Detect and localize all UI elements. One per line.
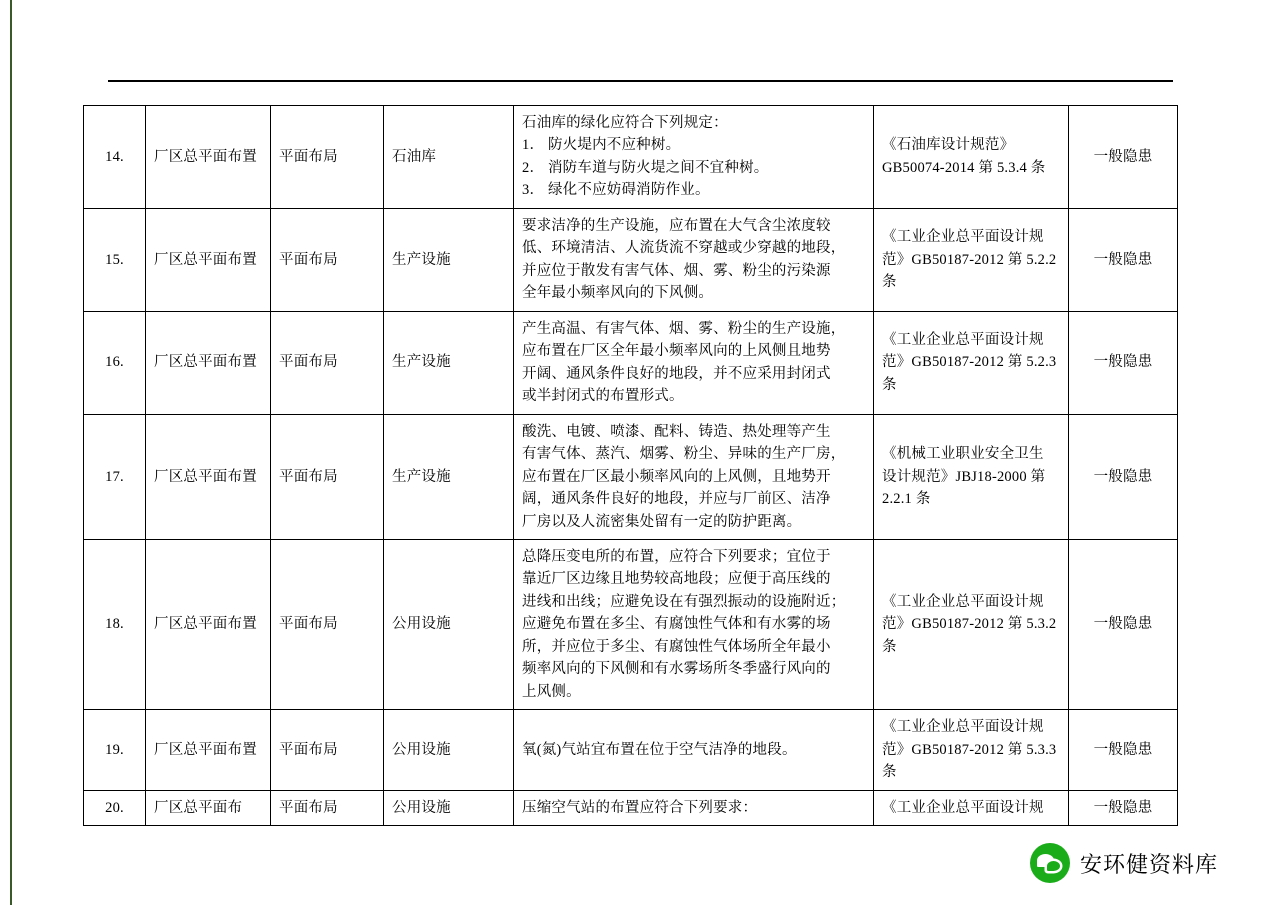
row-category: 厂区总平面布 [146,790,271,825]
reference-line: 2.2.1 条 [882,491,931,508]
row-item: 公用设施 [384,790,514,825]
row-item: 生产设施 [384,414,514,539]
row-category: 厂区总平面布置 [146,414,271,539]
reference-line: 《机械工业职业安全卫生 [882,446,1044,463]
reference-line: 《工业企业总平面设计规 [882,331,1044,348]
row-description [514,539,874,709]
inspection-checklist-table [83,105,1178,826]
row-subcategory: 平面布局 [271,208,384,311]
description-line: 3． 绿化不应妨碍消防作业。 [522,182,710,199]
row-number: 14. [84,106,146,209]
row-number: 17. [84,414,146,539]
row-item: 石油库 [384,106,514,209]
row-item: 公用设施 [384,539,514,709]
description-line: 1． 防火堤内不应种树。 [522,137,681,154]
reference-line: 范》GB50187-2012 第 5.3.3 [882,741,1057,758]
description-line: 阔，通风条件良好的地段，并应与厂前区、洁净 [522,491,831,508]
watermark [1030,843,1218,883]
reference-line: 《工业企业总平面设计规 [882,719,1044,736]
row-description [514,790,874,825]
row-reference [874,311,1069,414]
row-hazard-level: 一般隐患 [1069,539,1178,709]
table-row [84,710,1178,790]
description-line: 酸洗、电镀、喷漆、配料、铸造、热处理等产生 [522,423,831,440]
description-line: 上风侧。 [522,683,581,700]
row-subcategory: 平面布局 [271,414,384,539]
table-row [84,539,1178,709]
row-reference [874,414,1069,539]
row-category: 厂区总平面布置 [146,208,271,311]
row-number: 20. [84,790,146,825]
row-item: 公用设施 [384,710,514,790]
description-line: 应避免布置在多尘、有腐蚀性气体和有水雾的场 [522,616,831,633]
reference-line: 《工业企业总平面设计规 [882,799,1044,816]
row-reference [874,106,1069,209]
reference-line: 《工业企业总平面设计规 [882,593,1044,610]
description-line: 进线和出线；应避免设在有强烈振动的设施附近； [522,593,846,610]
description-line: 应布置在厂区最小频率风向的上风侧，且地势开 [522,468,831,485]
reference-line: 范》GB50187-2012 第 5.2.3 [882,354,1057,371]
row-item: 生产设施 [384,311,514,414]
row-hazard-level: 一般隐患 [1069,414,1178,539]
description-line: 并应位于散发有害气体、烟、雾、粉尘的污染源 [522,262,831,279]
description-line: 频率风向的下风侧和有水雾场所冬季盛行风向的 [522,661,831,678]
reference-line: 条 [882,764,897,781]
reference-line: 设计规范》JBJ18-2000 第 [882,468,1046,485]
row-reference [874,710,1069,790]
row-reference [874,539,1069,709]
row-subcategory: 平面布局 [271,539,384,709]
row-description [514,311,874,414]
reference-line: 范》GB50187-2012 第 5.2.2 [882,251,1057,268]
row-subcategory: 平面布局 [271,710,384,790]
reference-line: 《工业企业总平面设计规 [882,229,1044,246]
row-description [514,414,874,539]
description-line: 氧(氮)气站宜布置在位于空气洁净的地段。 [522,741,797,758]
reference-line: 《石油库设计规范》 [882,137,1015,154]
table-row [84,311,1178,414]
row-reference [874,208,1069,311]
row-hazard-level: 一般隐患 [1069,710,1178,790]
row-hazard-level: 一般隐患 [1069,790,1178,825]
row-subcategory: 平面布局 [271,790,384,825]
row-number: 15. [84,208,146,311]
description-line: 全年最小频率风向的下风侧。 [522,285,714,302]
table-row [84,106,1178,209]
description-line: 所，并应位于多尘、有腐蚀性气体场所全年最小 [522,638,831,655]
row-description [514,208,874,311]
description-line: 厂房以及人流密集处留有一定的防护距离。 [522,513,802,530]
row-hazard-level: 一般隐患 [1069,106,1178,209]
description-line: 总降压变电所的布置，应符合下列要求；宜位于 [522,548,831,565]
description-line: 靠近厂区边缘且地势较高地段；应便于高压线的 [522,571,831,588]
description-line: 低、环境清洁、人流货流不穿越或少穿越的地段， [522,240,846,257]
reference-line: 条 [882,274,897,291]
description-line: 压缩空气站的布置应符合下列要求： [522,799,758,816]
row-category: 厂区总平面布置 [146,311,271,414]
reference-line: 条 [882,376,897,393]
reference-line: GB50074-2014 第 5.3.4 条 [882,159,1046,176]
row-reference [874,790,1069,825]
row-number: 19. [84,710,146,790]
row-description [514,106,874,209]
table-row [84,414,1178,539]
row-subcategory: 平面布局 [271,106,384,209]
description-line: 开阔、通风条件良好的地段，并不应采用封闭式 [522,365,831,382]
description-line: 有害气体、蒸汽、烟雾、粉尘、异味的生产厂房， [522,446,846,463]
wechat-logo-icon [1030,843,1070,883]
row-hazard-level: 一般隐患 [1069,208,1178,311]
description-line: 应布置在厂区全年最小频率风向的上风侧且地势 [522,343,831,360]
row-category: 厂区总平面布置 [146,106,271,209]
table-row [84,208,1178,311]
description-line: 或半封闭式的布置形式。 [522,388,684,405]
table-row [84,790,1178,825]
watermark-label: 安环健资料库 [1079,851,1218,877]
row-description [514,710,874,790]
description-line: 要求洁净的生产设施，应布置在大气含尘浓度较 [522,217,831,234]
row-category: 厂区总平面布置 [146,710,271,790]
row-hazard-level: 一般隐患 [1069,311,1178,414]
row-number: 16. [84,311,146,414]
reference-line: 条 [882,638,897,655]
row-category: 厂区总平面布置 [146,539,271,709]
row-item: 生产设施 [384,208,514,311]
description-line: 2． 消防车道与防火堤之间不宜种树。 [522,159,769,176]
description-line: 石油库的绿化应符合下列规定： [522,115,728,131]
row-number: 18. [84,539,146,709]
description-line: 产生高温、有害气体、烟、雾、粉尘的生产设施， [522,320,846,337]
header-divider [108,80,1173,82]
reference-line: 范》GB50187-2012 第 5.3.2 [882,616,1057,633]
row-subcategory: 平面布局 [271,311,384,414]
